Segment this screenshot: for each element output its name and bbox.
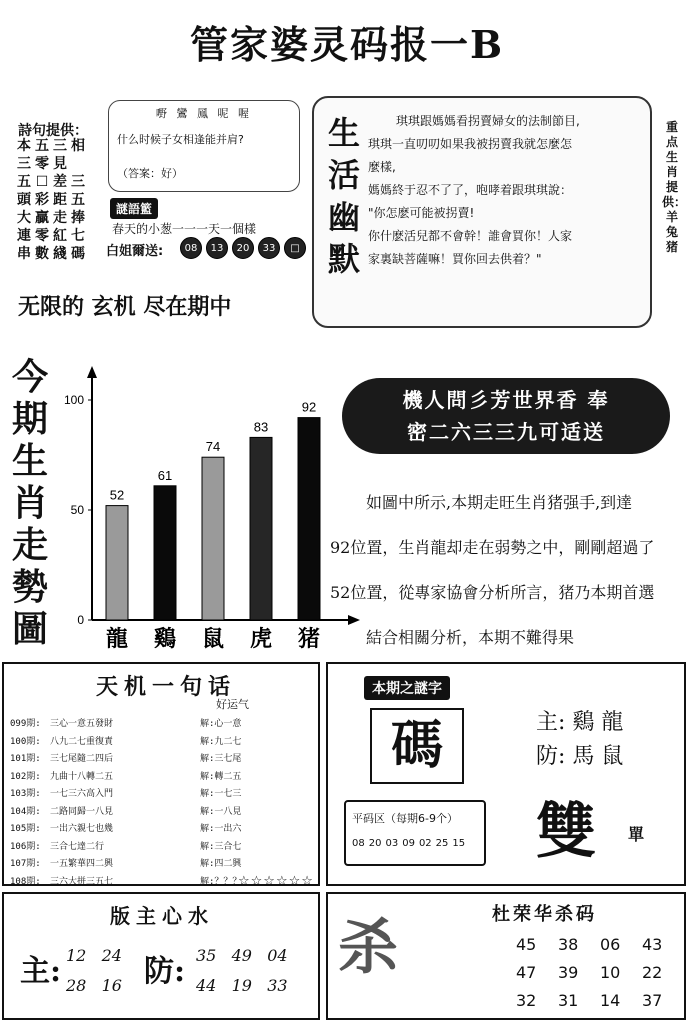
joke-line: 媽媽終于忍不了了，咆哮着跟琪琪說：	[368, 183, 573, 197]
boss-main-pick	[20, 946, 61, 990]
poem-cell: 零	[35, 156, 49, 172]
y-tick-label: 0	[77, 613, 84, 627]
list-item: 102期: 九曲十八轉二五 解:轉二五	[10, 771, 242, 782]
poem-cell: 差	[53, 174, 67, 190]
poem-cell: 七	[71, 228, 85, 244]
poem-grid	[16, 138, 104, 262]
number-balls	[180, 237, 306, 259]
question-answer: （答案：好）	[117, 167, 183, 180]
joke-line: 麼樣,	[368, 160, 396, 174]
analysis-line: 92位置，生肖龍却走在弱勢之中，剛剛超過了	[330, 538, 655, 557]
zodiac-provider-note: 重点生肖提供：羊兔猪	[662, 120, 687, 254]
joke-line: 琪琪一直叨叨如果我被拐賣我就怎麼怎	[368, 137, 573, 151]
star-divider: ☆☆☆☆☆☆	[238, 874, 314, 889]
poem-cell	[88, 228, 104, 244]
boss-defense-numbers-bottom: 44 19 33	[196, 976, 288, 995]
joke-line: 家裏缺菩薩嘛！買你回去供着？"	[368, 252, 542, 266]
poem-cell: 本	[17, 138, 31, 154]
boss-defense-numbers-top: 35 49 04	[196, 946, 288, 965]
list-item: 100期: 八九二七重復責 解:九二七	[10, 736, 242, 747]
kill-code-number: 10	[600, 963, 621, 982]
list-item: 108期: 三六大拼三五七 解:？？？	[10, 876, 242, 887]
kill-code-number: 39	[558, 963, 579, 982]
riddle-text: 春天的小葱一一一天一個樣	[112, 222, 257, 236]
poem-cell: 零	[35, 228, 49, 244]
poem-cell: 五	[35, 138, 49, 154]
poem-cell: 三	[71, 174, 85, 190]
defense-label: 防:	[536, 744, 566, 769]
kill-code-number: 31	[558, 991, 579, 1010]
flat-code-number: 20	[368, 838, 382, 849]
poem-cell: 五	[17, 174, 31, 190]
flat-code-number: 02	[418, 838, 432, 849]
flat-code-number: 03	[385, 838, 399, 849]
flat-code-label: 平码区（每期6-9个）	[352, 812, 458, 825]
poem-cell: 連	[17, 228, 31, 244]
kill-code-number: 06	[600, 935, 621, 954]
number-ball: 08	[180, 237, 202, 259]
poem-cell	[88, 210, 104, 226]
number-ball: 13	[206, 237, 228, 259]
machine-banner	[342, 378, 670, 454]
poem-cell	[88, 246, 104, 262]
x-tick-label: 猪	[297, 626, 321, 652]
bar-5	[298, 418, 320, 620]
flat-code-number: 09	[402, 838, 415, 849]
x-tick-label: 鷄	[153, 626, 177, 652]
list-item: 099期: 三心一意五發財 解:心一意	[10, 719, 242, 729]
flat-code-number: 25	[435, 838, 449, 849]
joke-line: 你什麽活兒都不會幹！誰會買你！人家	[368, 229, 573, 243]
poem-cell: 五	[71, 192, 85, 208]
word-riddle-label: 本期之謎字	[364, 676, 450, 700]
y-tick-label: 100	[63, 393, 84, 407]
poem-heading: 詩句提供：	[18, 123, 88, 139]
kill-code-number: 45	[516, 935, 537, 954]
kill-code-number: 38	[558, 935, 579, 954]
life-humor-title: 生活幽默	[327, 114, 360, 278]
flat-code-number: 15	[452, 838, 466, 849]
bar-1	[106, 506, 128, 620]
single-character: 單	[628, 825, 645, 844]
machine-line-1: 機人問彡芳世界香 奉	[402, 388, 610, 412]
poem-cell: 頭	[17, 192, 31, 208]
list-item: 107期: 一五繁華四二興 解:四二興	[10, 859, 242, 869]
bar-value-label: 52	[109, 487, 125, 503]
poem-cell: 串	[17, 246, 31, 262]
poem-cell	[88, 174, 104, 190]
flat-code-number: 08	[352, 838, 365, 849]
analysis-line: 52位置，從專家協會分析所言，猪乃本期首選	[330, 583, 655, 602]
poem-cell: 見	[53, 156, 67, 172]
kill-code-number: 22	[642, 963, 663, 982]
bar-value-label: 61	[157, 467, 173, 483]
poem-cell	[70, 156, 86, 172]
zodiac-trend-chart	[52, 356, 362, 656]
bar-4	[250, 437, 272, 620]
analysis-line: 如圖中所示,本期走旺生肖猪强手,到達	[366, 493, 633, 512]
y-axis-arrow	[87, 366, 97, 378]
main-zodiacs: 鷄 龍	[572, 710, 624, 735]
tianji-subtitle: 好运气	[216, 698, 249, 711]
kill-code-title: 杜荣华杀码	[492, 904, 597, 925]
bar-value-label: 92	[301, 399, 317, 415]
joke-text	[368, 110, 652, 271]
number-ball: 20	[232, 237, 254, 259]
bar-value-label: 83	[253, 419, 269, 435]
analysis-text	[330, 480, 680, 660]
tianji-list	[10, 716, 241, 891]
kill-code-number: 43	[642, 935, 663, 954]
poem-cell: 彩	[35, 192, 49, 208]
machine-line-2: 密二六三三九可适送	[407, 420, 605, 444]
double-character: 雙	[536, 797, 596, 867]
kill-code-grid	[516, 932, 676, 1014]
boss-pick-title: 版主心水	[110, 904, 214, 928]
poem-cell: 紅	[53, 228, 67, 244]
list-item: 103期: 一七三六高入門 解:一七三	[10, 789, 242, 799]
flat-code-box	[344, 800, 486, 866]
main-defense-zodiacs	[536, 706, 623, 774]
poem-cell: 三	[17, 156, 31, 172]
poem-cell: 距	[53, 192, 67, 208]
poem-cell: 大	[17, 210, 31, 226]
poem-cell: 走	[53, 210, 67, 226]
poem-cell: 贏	[35, 210, 49, 226]
question-box	[108, 100, 300, 192]
poem-cell	[88, 138, 104, 154]
riddle-character: 碼	[370, 708, 464, 784]
list-item: 101期: 三七尾隨二四后 解:三七尾	[10, 754, 242, 764]
question-heading: 嘢 鸞 鳳 呢 喔	[156, 107, 252, 120]
list-item: 105期: 一出六親七也幾 解:一出六	[10, 824, 242, 834]
white-sister-label: 白姐爾送:	[106, 244, 164, 259]
chart-vertical-title: 今期生肖走勢圖	[11, 356, 48, 650]
flat-code-numbers	[352, 838, 478, 849]
slogan: 无限的 玄机 尽在期中	[18, 294, 232, 320]
boss-main-numbers-top: 12 24	[66, 946, 122, 965]
x-tick-label: 虎	[249, 626, 273, 652]
tianji-title: 天机一句话	[96, 674, 237, 700]
poem-cell: 碼	[71, 246, 85, 262]
number-ball: □	[284, 237, 306, 259]
joke-line: 琪琪跟媽媽看拐賣婦女的法制節目,	[396, 114, 580, 128]
bar-value-label: 74	[205, 439, 221, 455]
x-tick-label: 鼠	[201, 626, 225, 652]
kill-code-number: 37	[642, 991, 663, 1010]
poem-cell: 綫	[53, 246, 67, 262]
poem-cell: 數	[35, 246, 49, 262]
bar-2	[154, 486, 176, 620]
defense-zodiacs: 馬 鼠	[572, 744, 624, 769]
boss-defense-label: 防:	[144, 954, 186, 989]
list-item: 106期: 三合七達二行 解:三合七	[10, 841, 242, 852]
joke-line: "你怎麽可能被拐賣!	[368, 206, 475, 220]
boss-main-numbers-bottom: 28 16	[66, 976, 122, 995]
poem-cell	[88, 192, 104, 208]
poem-cell: 相	[71, 138, 85, 154]
poem-cell	[88, 156, 104, 172]
kill-code-number: 32	[516, 991, 537, 1010]
riddle-label: 謎語籃	[110, 198, 158, 219]
poem-cell: 三	[53, 138, 67, 154]
question-text: 什么时候子女相逢能并肩?	[117, 133, 244, 146]
x-tick-label: 龍	[105, 626, 129, 652]
kill-code-number: 47	[516, 963, 537, 982]
boss-main-label: 主:	[20, 954, 62, 989]
boss-defense-pick	[144, 946, 185, 990]
kill-badge: 杀	[338, 913, 398, 983]
number-ball: 33	[258, 237, 280, 259]
analysis-line: 結合相關分析，本期不難得果	[366, 628, 575, 647]
main-label: 主:	[536, 710, 566, 735]
kill-code-number: 14	[600, 991, 621, 1010]
poem-cell: 捧	[71, 210, 85, 226]
y-tick-label: 50	[70, 503, 84, 517]
poem-cell: ☐	[35, 174, 49, 190]
page-title: 管家婆灵码报一B	[190, 22, 505, 67]
bar-3	[202, 457, 224, 620]
list-item: 104期: 二路同歸一八見 解:一八見	[10, 806, 242, 817]
